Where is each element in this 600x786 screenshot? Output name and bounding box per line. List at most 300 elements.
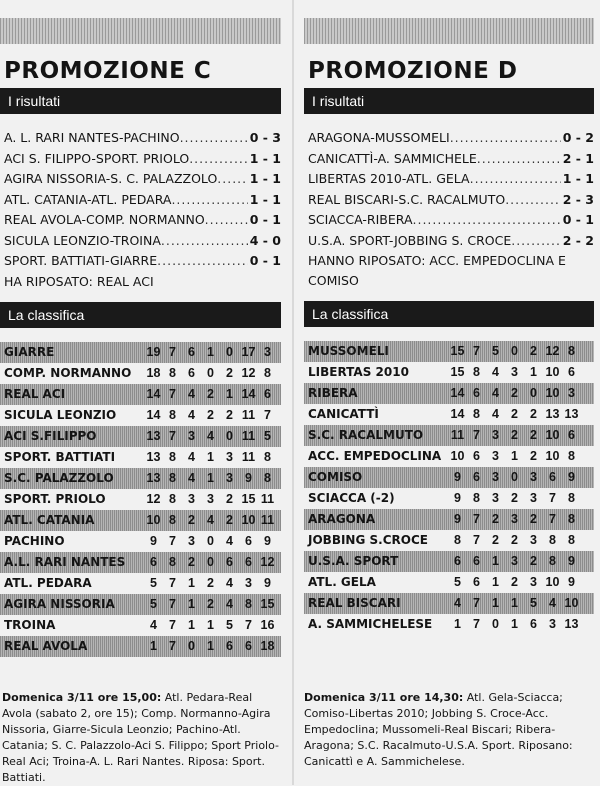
team-name: ATL. CATANIA xyxy=(4,512,95,527)
stat-cell: 8 xyxy=(264,365,271,380)
stat-cell: 15 xyxy=(450,365,465,379)
stat-cell: 8 xyxy=(473,407,480,421)
match-score: 0 - 1 xyxy=(249,212,281,227)
stat-cell: 1 xyxy=(511,596,518,610)
team-name: SPORT. PRIOLO xyxy=(4,491,106,506)
stat-cell: 2 xyxy=(530,449,537,463)
stat-cell: 2 xyxy=(207,386,214,401)
stat-cell: 2 xyxy=(511,407,518,421)
stat-cell: 3 xyxy=(492,470,499,484)
stat-cell: 1 xyxy=(226,386,233,401)
match-label: CANICATTÌ-A. SAMMICHELE xyxy=(308,150,477,166)
stat-cell: 8 xyxy=(473,365,480,379)
stat-cell: 2 xyxy=(511,575,518,589)
stat-cell: 3 xyxy=(511,512,518,526)
stat-cell: 1 xyxy=(188,617,195,632)
results-list xyxy=(304,128,594,291)
stat-cell: 4 xyxy=(188,407,195,422)
stat-cell: 3 xyxy=(511,554,518,568)
stat-cell: 9 xyxy=(568,575,575,589)
stat-cell: 7 xyxy=(473,533,480,547)
standings-row xyxy=(304,341,594,362)
stat-cell: 2 xyxy=(226,512,233,527)
stat-cell: 6 xyxy=(549,470,556,484)
standings-row xyxy=(304,551,594,572)
stat-cell: 6 xyxy=(226,638,233,653)
stat-cell: 5 xyxy=(454,575,461,589)
match-label: ATL. CATANIA-ATL. PEDARA xyxy=(4,191,172,207)
stat-cell: 4 xyxy=(226,596,233,611)
stat-cell: 6 xyxy=(473,449,480,463)
page-fold xyxy=(292,0,294,785)
standings-table xyxy=(304,341,594,635)
team-name: U.S.A. SPORT xyxy=(308,554,399,568)
stat-cell: 2 xyxy=(226,365,233,380)
result-row xyxy=(308,210,594,231)
stat-cell: 6 xyxy=(473,575,480,589)
team-name: COMISO xyxy=(308,470,363,484)
stat-cell: 11 xyxy=(241,428,256,443)
stat-cell: 2 xyxy=(530,407,537,421)
match-score: 2 - 2 xyxy=(562,232,594,248)
stat-cell: 8 xyxy=(568,533,575,547)
standings-row xyxy=(0,468,281,489)
team-name: JOBBING S.CROCE xyxy=(308,533,428,547)
stat-cell: 1 xyxy=(207,638,214,653)
stat-cell: 3 xyxy=(568,386,575,400)
stat-cell: 14 xyxy=(146,386,161,401)
stat-cell: 2 xyxy=(188,512,195,527)
stat-cell: 6 xyxy=(473,554,480,568)
team-name: SPORT. BATTIATI xyxy=(4,449,116,464)
match-score: 1 - 1 xyxy=(249,150,281,166)
leader-dots xyxy=(450,128,561,149)
stat-cell: 8 xyxy=(568,449,575,463)
leader-dots xyxy=(477,149,561,170)
results-header: I risultati xyxy=(0,88,281,114)
match-score: 1 - 1 xyxy=(249,191,281,207)
stat-cell: 3 xyxy=(492,428,499,442)
stat-cell: 13 xyxy=(146,470,161,485)
stat-cell: 7 xyxy=(169,617,176,632)
standings-row xyxy=(0,405,281,426)
stat-cell: 7 xyxy=(169,386,176,401)
results-header: I risultati xyxy=(304,88,594,114)
stat-cell: 5 xyxy=(150,575,157,590)
standings-row xyxy=(304,572,594,593)
team-name: ACC. EMPEDOCLINA xyxy=(308,449,442,463)
stat-cell: 3 xyxy=(530,533,537,547)
stat-cell: 18 xyxy=(260,638,275,653)
leader-dots xyxy=(505,190,561,211)
stat-cell: 12 xyxy=(260,554,275,569)
team-name: A.L. RARI NANTES xyxy=(4,554,126,569)
stat-cell: 9 xyxy=(150,533,157,548)
stat-cell: 7 xyxy=(549,512,556,526)
leader-dots xyxy=(511,231,560,252)
team-name: ACI S.FILIPPO xyxy=(4,428,97,443)
standings-row xyxy=(0,489,281,510)
stat-cell: 8 xyxy=(549,554,556,568)
stat-cell: 7 xyxy=(473,596,480,610)
result-row xyxy=(4,169,281,190)
stat-cell: 4 xyxy=(492,386,499,400)
standings-row xyxy=(0,531,281,552)
stat-cell: 3 xyxy=(492,449,499,463)
stat-cell: 15 xyxy=(260,596,275,611)
stat-cell: 3 xyxy=(530,575,537,589)
stat-cell: 6 xyxy=(568,365,575,379)
stat-cell: 6 xyxy=(454,554,461,568)
stat-cell: 16 xyxy=(260,617,275,632)
stat-cell: 7 xyxy=(473,428,480,442)
result-row xyxy=(4,149,281,170)
stat-cell: 17 xyxy=(241,344,256,359)
stat-cell: 7 xyxy=(169,575,176,590)
stat-cell: 1 xyxy=(454,617,461,631)
stat-cell: 1 xyxy=(492,554,499,568)
match-score: 4 - 0 xyxy=(249,232,281,248)
results-list xyxy=(0,128,281,292)
stat-cell: 10 xyxy=(545,428,560,442)
stat-cell: 2 xyxy=(511,428,518,442)
stat-cell: 0 xyxy=(226,428,233,443)
stat-cell: 0 xyxy=(511,344,518,358)
standings-row xyxy=(0,552,281,573)
stat-cell: 14 xyxy=(146,407,161,422)
stat-cell: 4 xyxy=(454,596,461,610)
rest-note: HA RIPOSATO: REAL ACI xyxy=(4,273,154,289)
stat-cell: 7 xyxy=(169,533,176,548)
standings-row xyxy=(304,362,594,383)
match-label: SCIACCA-RIBERA xyxy=(308,212,413,227)
standings-row xyxy=(0,636,281,657)
stat-cell: 6 xyxy=(245,638,252,653)
stat-cell: 2 xyxy=(530,428,537,442)
standings-row xyxy=(0,594,281,615)
stat-cell: 1 xyxy=(207,470,214,485)
stat-cell: 8 xyxy=(568,512,575,526)
leader-dots xyxy=(157,251,248,272)
leader-dots xyxy=(161,231,248,252)
stat-cell: 18 xyxy=(146,365,161,380)
stat-cell: 10 xyxy=(545,365,560,379)
standings-row xyxy=(304,467,594,488)
rest-note: HANNO RIPOSATO: ACC. EMPEDOCLINA E COMISO xyxy=(308,253,566,288)
stat-cell: 8 xyxy=(264,449,271,464)
stat-cell: 1 xyxy=(207,617,214,632)
stat-cell: 6 xyxy=(150,554,157,569)
stat-cell: 9 xyxy=(454,491,461,505)
result-row xyxy=(4,251,281,272)
match-label: A. L. RARI NANTES-PACHINO xyxy=(4,130,180,145)
stat-cell: 1 xyxy=(207,449,214,464)
stat-cell: 10 xyxy=(545,575,560,589)
next-round-c xyxy=(2,690,284,786)
match-score: 2 - 1 xyxy=(562,150,594,166)
stat-cell: 9 xyxy=(264,533,271,548)
result-row xyxy=(308,231,594,252)
stat-cell: 6 xyxy=(226,554,233,569)
result-row xyxy=(308,128,594,149)
stat-cell: 13 xyxy=(146,449,161,464)
stat-cell: 5 xyxy=(492,344,499,358)
team-name: MUSSOMELI xyxy=(308,344,389,358)
stat-cell: 7 xyxy=(169,596,176,611)
standings-row xyxy=(304,425,594,446)
stat-cell: 14 xyxy=(450,407,465,421)
next-round-fixtures: Atl. Pedara-Real Avola (sabato 2, ore 15); Comp. Normanno-Agira Nissoria, Giarre-Sicula Leonzio; Pachino-Atl. Catania; S. C. Palazzolo-Aci S. Filippo; Sport Priolo-Real Aci; Troina-A. L. Rari Nantes. Riposa: Sport. Battiati. xyxy=(2,691,280,784)
stat-cell: 10 xyxy=(146,512,161,527)
match-score: 0 - 3 xyxy=(249,130,281,145)
stat-cell: 7 xyxy=(264,407,271,422)
team-name: SCIACCA (-2) xyxy=(308,491,395,505)
stat-cell: 0 xyxy=(492,617,499,631)
stat-cell: 15 xyxy=(450,344,465,358)
team-name: REAL BISCARI xyxy=(308,596,401,610)
standings-row xyxy=(304,530,594,551)
stat-cell: 3 xyxy=(226,470,233,485)
stat-cell: 4 xyxy=(549,596,556,610)
stat-cell: 1 xyxy=(511,617,518,631)
stat-cell: 5 xyxy=(264,428,271,443)
standings-row xyxy=(304,593,594,614)
stat-cell: 8 xyxy=(169,470,176,485)
match-label: REAL AVOLA-COMP. NORMANNO xyxy=(4,212,205,227)
stat-cell: 4 xyxy=(492,407,499,421)
stat-cell: 3 xyxy=(530,491,537,505)
team-name: COMP. NORMANNO xyxy=(4,365,132,380)
leader-dots xyxy=(217,169,247,190)
stat-cell: 4 xyxy=(188,386,195,401)
stat-cell: 1 xyxy=(511,449,518,463)
team-name: A. SAMMICHELESE xyxy=(308,617,433,631)
result-row xyxy=(4,190,281,211)
stat-cell: 8 xyxy=(169,449,176,464)
stat-cell: 6 xyxy=(245,554,252,569)
stat-cell: 10 xyxy=(450,449,465,463)
stat-cell: 4 xyxy=(188,449,195,464)
next-round-d xyxy=(304,690,592,770)
stat-cell: 5 xyxy=(150,596,157,611)
stat-cell: 6 xyxy=(530,617,537,631)
stat-cell: 13 xyxy=(564,617,579,631)
stat-cell: 7 xyxy=(473,617,480,631)
result-row xyxy=(308,190,594,211)
stat-cell: 0 xyxy=(511,470,518,484)
stat-cell: 8 xyxy=(169,491,176,506)
standings-table xyxy=(0,342,281,657)
result-row xyxy=(4,128,281,149)
result-row xyxy=(4,210,281,231)
stat-cell: 10 xyxy=(564,596,579,610)
stat-cell: 4 xyxy=(226,533,233,548)
stat-cell: 1 xyxy=(207,344,214,359)
team-name: CANICATTÌ xyxy=(308,407,379,421)
team-name: ARAGONA xyxy=(308,512,376,526)
stat-cell: 2 xyxy=(511,491,518,505)
stat-cell: 0 xyxy=(226,344,233,359)
stat-cell: 13 xyxy=(545,407,560,421)
team-name: LIBERTAS 2010 xyxy=(308,365,409,379)
stat-cell: 8 xyxy=(549,533,556,547)
match-score: 2 - 3 xyxy=(562,191,594,207)
match-label: SPORT. BATTIATI-GIARRE xyxy=(4,253,158,268)
header-band xyxy=(0,18,281,44)
stat-cell: 0 xyxy=(207,365,214,380)
leader-dots xyxy=(180,128,248,149)
column-promozione-d xyxy=(304,0,594,635)
stat-cell: 6 xyxy=(245,533,252,548)
stat-cell: 1 xyxy=(492,596,499,610)
standings-row xyxy=(304,404,594,425)
stat-cell: 2 xyxy=(492,512,499,526)
stat-cell: 4 xyxy=(188,470,195,485)
standings-row xyxy=(0,342,281,363)
stat-cell: 13 xyxy=(146,428,161,443)
match-label: SICULA LEONZIO-TROINA xyxy=(4,232,161,248)
stat-cell: 7 xyxy=(169,344,176,359)
stat-cell: 2 xyxy=(188,554,195,569)
match-label: ARAGONA-MUSSOMELI xyxy=(308,130,450,145)
stat-cell: 3 xyxy=(226,449,233,464)
stat-cell: 12 xyxy=(146,491,161,506)
match-score: 0 - 1 xyxy=(249,253,281,268)
stat-cell: 7 xyxy=(245,617,252,632)
stat-cell: 6 xyxy=(568,428,575,442)
stat-cell: 13 xyxy=(564,407,579,421)
stat-cell: 9 xyxy=(245,470,252,485)
stat-cell: 4 xyxy=(207,512,214,527)
stat-cell: 8 xyxy=(264,470,271,485)
team-name: GIARRE xyxy=(4,344,55,359)
stat-cell: 8 xyxy=(169,407,176,422)
match-label: U.S.A. SPORT-JOBBING S. CROCE xyxy=(308,232,512,248)
team-name: AGIRA NISSORIA xyxy=(4,596,115,611)
stat-cell: 10 xyxy=(545,386,560,400)
match-label: AGIRA NISSORIA-S. C. PALAZZOLO xyxy=(4,171,218,186)
match-score: 0 - 1 xyxy=(562,212,594,227)
stat-cell: 0 xyxy=(530,386,537,400)
team-name: ATL. PEDARA xyxy=(4,575,92,590)
standings-row xyxy=(0,510,281,531)
standings-row xyxy=(0,384,281,405)
match-label: ACI S. FILIPPO-SPORT. PRIOLO xyxy=(4,150,190,166)
stat-cell: 8 xyxy=(169,365,176,380)
stat-cell: 8 xyxy=(169,512,176,527)
stat-cell: 6 xyxy=(188,365,195,380)
standings-row xyxy=(304,509,594,530)
stat-cell: 9 xyxy=(454,512,461,526)
match-label: REAL BISCARI-S.C. RACALMUTO xyxy=(308,191,506,207)
leader-dots xyxy=(205,210,248,231)
stat-cell: 7 xyxy=(169,428,176,443)
stat-cell: 7 xyxy=(549,491,556,505)
stat-cell: 3 xyxy=(188,428,195,443)
leader-dots xyxy=(470,169,561,190)
stat-cell: 11 xyxy=(241,449,256,464)
stat-cell: 1 xyxy=(188,575,195,590)
stat-cell: 19 xyxy=(146,344,161,359)
stat-cell: 3 xyxy=(530,470,537,484)
stat-cell: 11 xyxy=(260,512,275,527)
league-title: PROMOZIONE C xyxy=(4,58,212,84)
stat-cell: 3 xyxy=(188,491,195,506)
standings-row xyxy=(304,446,594,467)
team-name: PACHINO xyxy=(4,533,65,548)
standings-row xyxy=(0,447,281,468)
stat-cell: 10 xyxy=(545,449,560,463)
stat-cell: 1 xyxy=(150,638,157,653)
stat-cell: 1 xyxy=(530,365,537,379)
stat-cell: 4 xyxy=(150,617,157,632)
stat-cell: 2 xyxy=(207,596,214,611)
stat-cell: 5 xyxy=(226,617,233,632)
league-title: PROMOZIONE D xyxy=(308,58,518,84)
stat-cell: 3 xyxy=(188,533,195,548)
stat-cell: 8 xyxy=(568,344,575,358)
next-round-date: Domenica 3/11 ore 15,00: xyxy=(2,691,162,704)
team-name: SICULA LEONZIO xyxy=(4,407,117,422)
stat-cell: 7 xyxy=(473,344,480,358)
stat-cell: 9 xyxy=(568,470,575,484)
result-row xyxy=(4,231,281,252)
result-row xyxy=(308,149,594,170)
stat-cell: 1 xyxy=(188,596,195,611)
stat-cell: 0 xyxy=(207,554,214,569)
leader-dots xyxy=(171,190,247,211)
standings-row xyxy=(0,363,281,384)
stat-cell: 8 xyxy=(568,491,575,505)
standings-row xyxy=(0,615,281,636)
stat-cell: 4 xyxy=(207,428,214,443)
stat-cell: 6 xyxy=(188,344,195,359)
stat-cell: 3 xyxy=(511,365,518,379)
result-row xyxy=(308,169,594,190)
stat-cell: 2 xyxy=(530,344,537,358)
team-name: RIBERA xyxy=(308,386,358,400)
stat-cell: 2 xyxy=(530,512,537,526)
team-name: REAL ACI xyxy=(4,386,66,401)
standings-header: La classifica xyxy=(304,301,594,327)
standings-row xyxy=(0,426,281,447)
stat-cell: 4 xyxy=(226,575,233,590)
standings-row xyxy=(304,383,594,404)
stat-cell: 2 xyxy=(226,491,233,506)
next-round-fixtures: Atl. Gela-Sciacca; Comiso-Libertas 2010; Jobbing S. Croce-Acc. Empedoclina; Mussomeli-Real Biscari; Ribera-Aragona; S.C. Racalmuto-U.S.A. Sport. Riposano: Canicattì e A. Sammichelese. xyxy=(304,691,573,768)
stat-cell: 11 xyxy=(450,428,465,442)
standings-row xyxy=(304,488,594,509)
stat-cell: 6 xyxy=(473,386,480,400)
stat-cell: 14 xyxy=(450,386,465,400)
stat-cell: 3 xyxy=(245,575,252,590)
stat-cell: 15 xyxy=(241,491,256,506)
stat-cell: 12 xyxy=(545,344,560,358)
column-promozione-c xyxy=(0,0,281,657)
stat-cell: 2 xyxy=(492,533,499,547)
standings-header: La classifica xyxy=(0,302,281,328)
stat-cell: 11 xyxy=(241,407,256,422)
stat-cell: 6 xyxy=(264,386,271,401)
standings-row xyxy=(0,573,281,594)
stat-cell: 6 xyxy=(473,470,480,484)
stat-cell: 9 xyxy=(568,554,575,568)
standings-row xyxy=(304,614,594,635)
match-score: 1 - 1 xyxy=(249,171,281,186)
header-band xyxy=(304,18,594,44)
stat-cell: 3 xyxy=(549,617,556,631)
stat-cell: 9 xyxy=(454,470,461,484)
